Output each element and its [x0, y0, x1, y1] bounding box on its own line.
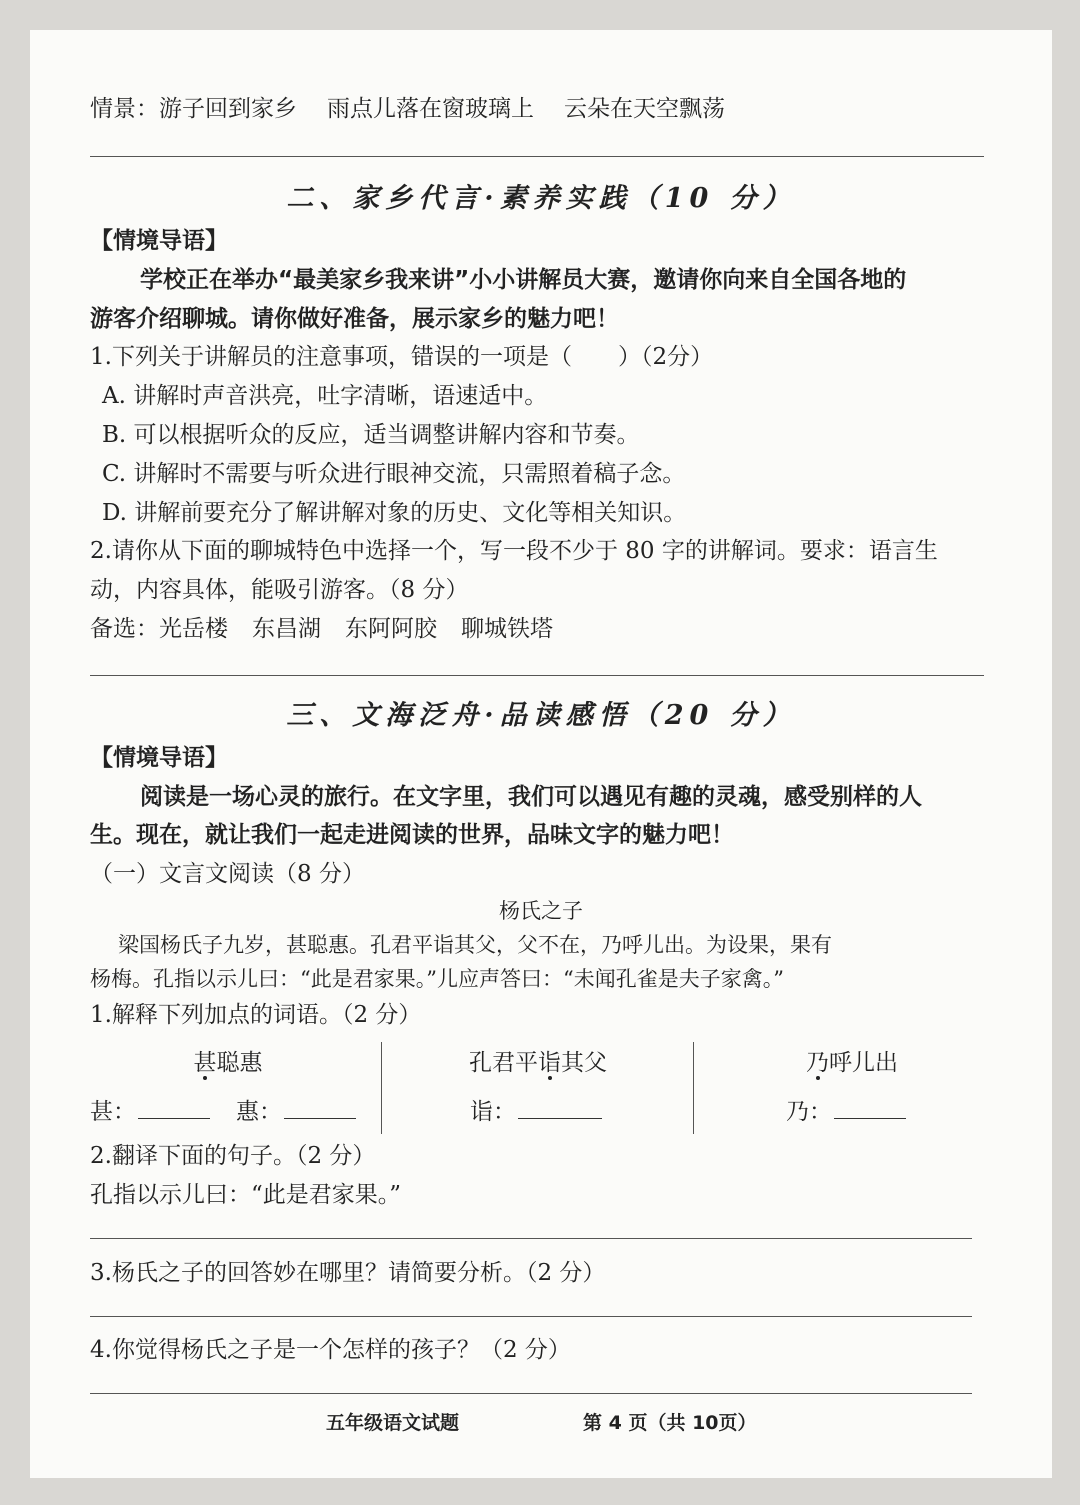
option-d: D. 讲解前要充分了解讲解对象的历史、文化等相关知识。: [102, 500, 687, 526]
answer-line: [90, 1316, 972, 1317]
option-a: A. 讲解时声音洪亮，吐字清晰，语速适中。: [102, 383, 548, 409]
passage-title: 杨氏之子: [499, 899, 583, 923]
exam-page: [30, 30, 1052, 1478]
blank-field[interactable]: [284, 1096, 356, 1119]
section3-guide-line: 阅读是一场心灵的旅行。在文字里，我们可以遇见有趣的灵魂，感受别样的人: [140, 784, 922, 810]
situation-label: 情景：: [90, 96, 159, 122]
answer-line: [90, 156, 984, 157]
vocab-rest: 呼儿出: [829, 1050, 898, 1076]
dotted-word: 乃: [806, 1050, 829, 1076]
blank-field[interactable]: [138, 1096, 210, 1119]
option-b: B. 可以根据听众的反应，适当调整讲解内容和节奏。: [102, 422, 640, 448]
passage-line: 梁国杨氏子九岁，甚聪惠。孔君平诣其父，父不在，乃呼儿出。为设果，果有: [118, 933, 832, 957]
option-c: C. 讲解时不需要与听众进行眼神交流，只需照着稿子念。: [102, 461, 686, 487]
table-divider: [381, 1042, 382, 1134]
blank-label: 惠：: [236, 1099, 282, 1125]
choices-label: 备选：: [90, 616, 159, 642]
section2-guide-line: 游客介绍聊城。请你做好准备，展示家乡的魅力吧！: [90, 306, 619, 332]
vocab-phrase: [707, 1048, 997, 1078]
question-3-3: 3.杨氏之子的回答妙在哪里？请简要分析。（2 分）: [90, 1260, 606, 1286]
blank-label: 乃：: [786, 1099, 832, 1125]
situation-line: [90, 94, 725, 124]
section2-guide-label: 【情境导语】: [90, 228, 228, 254]
table-divider: [693, 1042, 694, 1134]
answer-line: [90, 1393, 972, 1394]
section3-guide-line: 生。现在，就让我们一起走进阅读的世界，品味文字的魅力吧！: [90, 822, 734, 848]
vocab-rest: 孔君平: [469, 1050, 538, 1076]
question-3-4: 4.你觉得杨氏之子是一个怎样的孩子？（2 分）: [90, 1337, 571, 1363]
section2-heading: 二、家乡代言·素养实践（10 分）: [286, 183, 796, 214]
footer-page-number: 第 4 页（共 10页）: [583, 1412, 757, 1434]
situation-item: 雨点儿落在窗玻璃上: [327, 96, 534, 122]
vocab-phrase: [90, 1048, 366, 1078]
vocab-blanks: [90, 1096, 356, 1127]
section3-heading: 三、文海泛舟·品读感悟（20 分）: [286, 700, 796, 731]
section3-guide-label: 【情境导语】: [90, 745, 228, 771]
blank-label: 甚：: [90, 1099, 136, 1125]
passage-line: 杨梅。孔指以示儿曰：“此是君家果。”儿应声答曰：“未闻孔雀是夫子家禽。”: [90, 967, 784, 991]
situation-item: 云朵在天空飘荡: [564, 96, 725, 122]
section2-guide-line: 学校正在举办“最美家乡我来讲”小小讲解员大赛，邀请你向来自全国各地的: [140, 267, 907, 293]
choice-item: 东阿阿胶: [345, 616, 437, 642]
blank-field[interactable]: [834, 1096, 906, 1119]
question-2-2-line1: 2.请你从下面的聊城特色中选择一个，写一段不少于 80 字的讲解词。要求：语言生: [90, 538, 938, 564]
vocab-rest: 其父: [561, 1050, 607, 1076]
answer-line: [90, 675, 984, 676]
part1-title: （一）文言文阅读（8 分）: [90, 861, 365, 887]
question-3-1: 1.解释下列加点的词语。（2 分）: [90, 1002, 422, 1028]
choice-item: 东昌湖: [252, 616, 321, 642]
dotted-word: 诣: [538, 1050, 561, 1076]
footer-subject: 五年级语文试题: [326, 1412, 460, 1434]
choice-item: 光岳楼: [159, 616, 228, 642]
vocab-blanks: [786, 1096, 906, 1127]
question-2-2-line2: 动，内容具体，能吸引游客。（8 分）: [90, 577, 469, 603]
blank-field[interactable]: [518, 1096, 602, 1119]
choices-line: [90, 614, 553, 644]
answer-line: [90, 1238, 972, 1239]
translate-sentence: 孔指以示儿曰：“此是君家果。”: [90, 1182, 402, 1208]
dotted-word: 甚: [193, 1050, 217, 1076]
blank-label: 诣：: [470, 1099, 516, 1125]
vocab-rest: 聪惠: [216, 1050, 263, 1076]
question-3-2: 2.翻译下面的句子。（2 分）: [90, 1143, 376, 1169]
vocab-phrase: [395, 1048, 681, 1078]
vocab-blanks: [470, 1096, 602, 1127]
situation-item: 游子回到家乡: [159, 96, 297, 122]
question-2-1: 1.下列关于讲解员的注意事项，错误的一项是（ ）（2分）: [90, 344, 714, 370]
choice-item: 聊城铁塔: [461, 616, 553, 642]
